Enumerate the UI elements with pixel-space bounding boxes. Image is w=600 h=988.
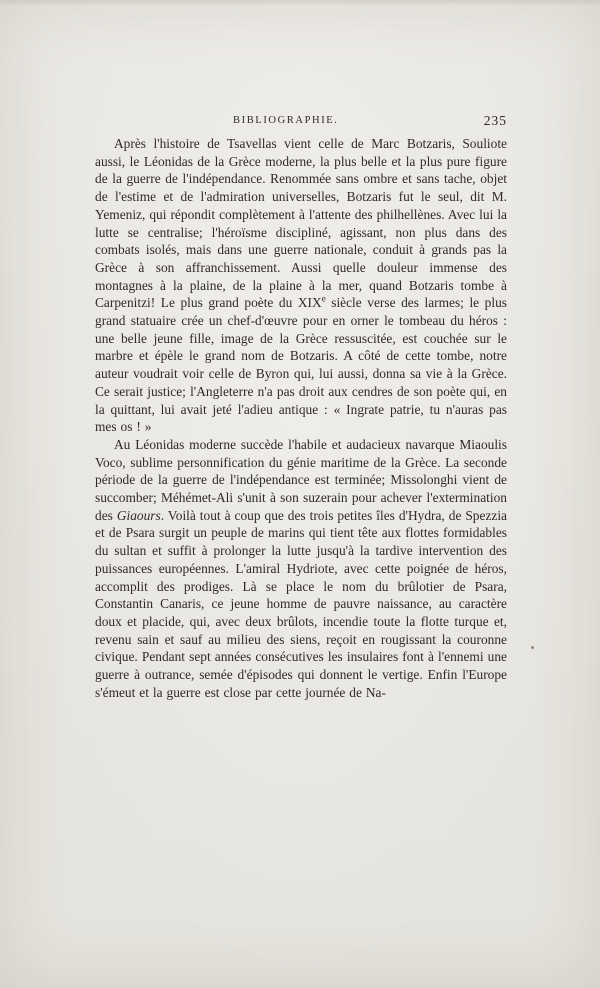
paragraph-text: Au Léonidas moderne succède l'habile et audacieux navarque Miaoulis Voco, sublime personnification du génie maritime de la Grèce. La seconde période de la guerre de l'indépendance est terminée; Missolonghi vient de succomber; Méhémet-Ali s'unit à son suzerain pour achever l'extermination des (95, 436, 507, 523)
paragraph-miaoulis (95, 436, 507, 702)
running-header: BIBLIOGRAPHIE. (233, 115, 339, 126)
paragraph-text: . Voilà tout à coup que des trois petites îles d'Hydra, de Spezzia et de Psara surgit un peuple de marins qui tient tête aux flottes formidables du sultan et suffit à prolonger la lutte jusqu'à la tardive intervention des puissances européennes. L'amiral Hydriote, avec cette poignée de héros, accomplit des prodiges. Là se place le nom du brûlotier de Psara, Constantin Canaris, ce jeune homme de pauvre naissance, au caractère doux et placide, qui, avec deux brûlots, incendie toute la flotte turque et, revenu sain et sauf au milieu des siens, reçoit en rougissant la couronne civique. Pendant sept années consécutives les insulaires font à l'ennemi une guerre à outrance, semée d'épisodes qui donnent le vertige. Enfin l'Europe s'émeut et la guerre est close par cette journée de Na- (95, 507, 507, 700)
page-header (95, 113, 507, 131)
scan-speck-decoration (531, 646, 534, 649)
paragraph-botzaris (95, 135, 507, 436)
text-block (95, 135, 507, 702)
paragraph-text: siècle verse des larmes; le plus grand statuaire crée un chef-d'œuvre pour en orner le tombeau du héros : une belle jeune fille, image de la Grèce ressuscitée, est couchée sur le marbre et épèle le grand nom de Botzaris. A côté de cette tombe, notre auteur voudrait voir celle de Byron qui, lui aussi, donna sa vie à la Grèce. Ce serait justice; l'Angleterre n'a pas droit aux cendres de son poète qui, en la quittant, lui avait jeté l'adieu antique : « Ingrate patrie, tu n'auras pas mes os ! » (95, 295, 507, 435)
superscript-ordinal: e (321, 293, 326, 304)
page-number: 235 (483, 113, 507, 128)
page-edge-shading (0, 0, 600, 6)
paragraph-text: Après l'histoire de Tsavellas vient celle de Marc Botzaris, Souliote aussi, le Léonidas de la Grèce moderne, la plus belle et la plus pure figure de la guerre de l'indépendance. Renommée sans ombre et sans tache, objet de l'estime et de l'admiration universelles, Botzaris fut le seul, dit M. Yemeniz, qui répondit complètement à l'attente des philhellènes. Avec lui la lutte se centralise; l'héroïsme discipliné, agissant, non plus dans des combats isolés, mais dans une guerre nationale, conduit à grands pas la Grèce à son affranchissement. Aussi quelle douleur immense des montagnes à la plaine, de la plaine à la mer, quand Botzaris tombe à Carpenitzi! Le plus grand poète du XIX (95, 136, 507, 311)
italic-term: Giaours (116, 507, 161, 523)
